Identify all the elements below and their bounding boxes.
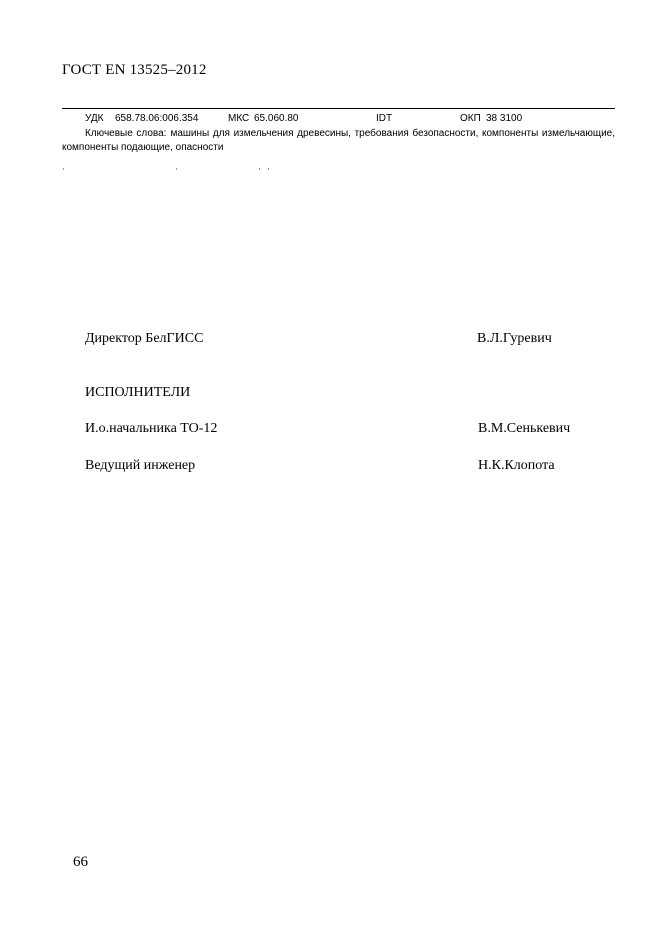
director-signature-row bbox=[0, 331, 661, 351]
director-name: В.Л.Гуревич bbox=[477, 331, 552, 346]
document-header bbox=[62, 62, 207, 79]
executor-role: И.о.начальника ТО-12 bbox=[85, 421, 218, 436]
okp-label: ОКП bbox=[460, 113, 481, 124]
idt-value: IDT bbox=[376, 113, 393, 124]
header-divider bbox=[62, 108, 615, 109]
udk-label: УДК bbox=[85, 113, 104, 124]
director-role: Директор БелГИСС bbox=[85, 331, 204, 346]
keywords-label: Ключевые слова: bbox=[85, 128, 167, 139]
executor-signature-row bbox=[0, 458, 661, 478]
mks-value: 65.060.80 bbox=[254, 113, 299, 124]
executor-name: Н.К.Клопота bbox=[478, 458, 555, 473]
executor-role: Ведущий инженер bbox=[85, 458, 196, 473]
standard-code: ГОСТ EN 13525–2012 bbox=[62, 62, 207, 78]
okp-value: 38 3100 bbox=[486, 113, 523, 124]
executor-name: В.М.Сенькевич bbox=[478, 421, 571, 436]
executor-signature-row bbox=[0, 421, 661, 441]
scan-artifact-dots bbox=[0, 168, 661, 172]
mks-label: МКС bbox=[228, 113, 250, 124]
classification-line bbox=[0, 113, 661, 127]
keywords-text: машины для измельчения древесины, требования безопасности, компоненты измельчающие, компоненты подающие, опасности bbox=[62, 128, 615, 153]
page-number: 66 bbox=[73, 854, 88, 870]
executors-heading: ИСПОЛНИТЕЛИ bbox=[85, 385, 191, 400]
keywords-paragraph bbox=[62, 127, 615, 154]
udk-value: 658.78.06:006.354 bbox=[115, 113, 199, 124]
